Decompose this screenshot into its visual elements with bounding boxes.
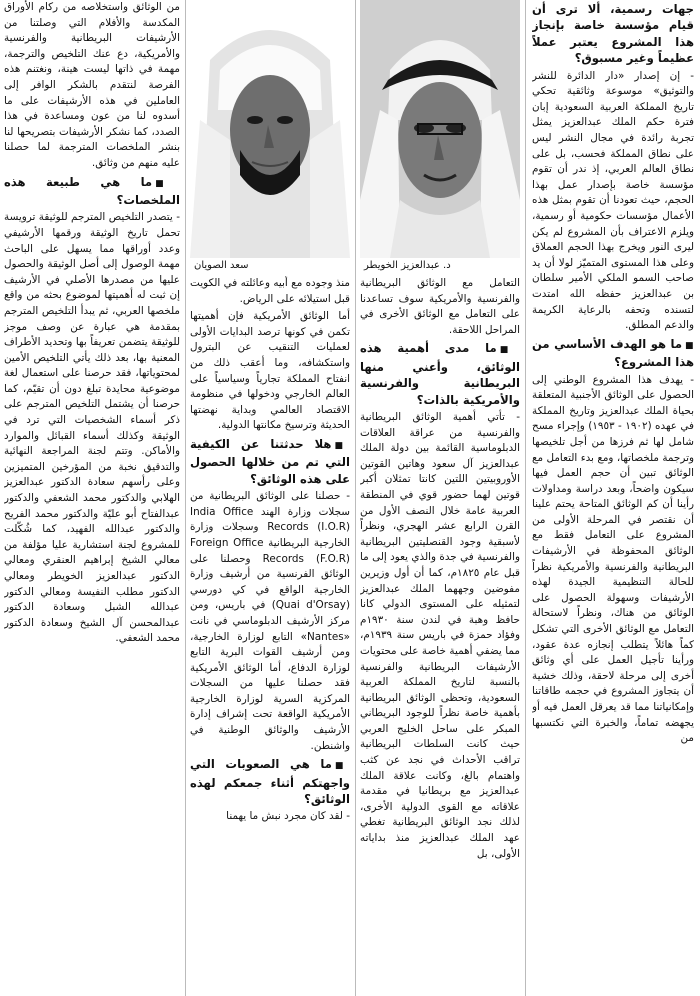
interview-answer: - يتصدر التلخيص المترجم للوثيقة ترويسة تحمل تاريخ الوثيقة ورقمها الأرشيفي وعدد أوراقها مما يسهل على الباحث مهمة الوصول إلى أصل الوثيقة والحصول عليها من مصدرها الأصلي في الأرشيف إن ثبت له أهميتها لموضوع بحثه من واقع ملخصها العربي، ثم يبدأ التلخيص المترجم بمقدمة هي عبارة عن وصف موجز للوثيقة يتضمن تعريفاً بها وتحديد الأطراف المعنية بها، بعد ذلك يأتي التلخيص الأمين لمحتوياتها، فقد حرصنا على استعمال لغة موضوعية محايدة تبلغ دون أن تقيّم، كما حرصنا أن يشتمل التلخيص المترجم على ذكر أسماء الشخصيات التي ترد في الوثيقة وكذلك أسماء القبائل والموارد والأماكن. وتتم لجنة المراجعة النهائية والتدقيق نخبة من المؤرخين المتميزين وعلى رأسهم سعادة الدكتور عبدالعزيز الهلابي والدكتور محمد الشعفي والدكتور عبدالفتاح أبو عليّة والدكتور محمد الفريح والدكتور عبدالله الفهيد، كما شُكّلت للمشروع لجنة استشارية عليا مؤلفة من معالي الشيخ إبراهيم العنقري ومعالي الدكتور عبدالعزيز الخويطر ومعالي الدكتور مطلب النفيسة ومعالي الدكتور عبدالله الشبل وسعادة الدكتور عبدالمحسن آل الشيخ وسعادة الدكتور محمد الشعفي. [4,211,180,645]
article-column-2 [360,276,520,996]
square-bullet-icon: ■ [499,345,520,356]
interview-answer: - تأتي أهمية الوثائق البريطانية والفرنسية من عراقة العلاقات الدبلوماسية القائمة بين دولة الملك عبدالعزيز آل سعود وهاتين القوتين الأوروبيتين اللتين كانتا تمثلان أكبر قوتين لهما حضور قوي في المنطقة العربية عامة خلال النصف الأول من القرن الرابع عشر الهجري، ونظراً لأسبقية وجود القنصليتين البريطانية والفرنسية في جدة والذي يعود إلى ما قبل عام ١٨٢٥م، كما أن أول وزيرين مفوضين وجههما الملك عبدالعزيز لتمثيله على المستوى الدولي كانا حافظ وهبة في لندن سنة ١٩٣٠م وفؤاد حمزة في باريس سنة ١٩٣٩م، مما يضفي أهمية خاصة على محتويات الأرشيفات البريطانية والفرنسية بالنسبة لتاريخ المملكة العربية السعودية، وتحظى الوثائق البريطانية بأهمية خاصة نظراً للوجود البريطاني المبكر على ساحل الخليج العربي حيث كانت السلطات البريطانية تراقب الأحداث في نجد عن كثب واهتمام بالغ، وكانت علاقة الملك عبدالعزيز مع بريطانيا في مقدمة علاقاته مع القوى الدولية الأخرى، لذلك نجد الوثائق البريطانية تغطي عهد الملك عبدالعزيز منذ بداياته الأولى، بل [360,411,520,860]
interview-question: ■ما مدى أهمية هذه الوثائق، وأعني منها البريطانية والفرنسية والأمريكية بالذات؟ [360,341,520,407]
photo-caption: سعد الصويان [194,260,249,271]
portrait-photo-suwayan [190,0,350,258]
interview-answer: منذ وجوده مع أبيه وعائلته في الكويت قبل استيلائه على الرياض. [190,277,350,305]
photo-caption: د. عبدالعزيز الخويطر [364,260,451,271]
column-divider [525,0,526,996]
interview-answer: - إن إصدار «دار الدائرة للنشر والتوثيق» موسوعة وثائقية تحكي تاريخ المملكة العربية السعودية إبان فترة حكم الملك عبدالعزيز يمثل تجربة رائدة في مجال النشر ليس على نطاق المملكة فحسب، بل على نطاق العالم العربي، إذ ندر أن تقوم مؤسسة خاصة بإصدار عمل بهذا الحجم، حيث تعودنا أن تقوم بمثل هذه الأعمال مؤسسات حكومية أو رسمية، ويلزم الاعتراف بأن المشروع لم يكن ليرى النور ويخرج بهذا الحجم العملاق وعلى هذا المستوى المتميّز لولا أن يد صاحب السمو الملكي الأمير سلطان بن عبدالعزيز حفظه الله امتدت لتسنده وتحفه بالرعاية الكريمة والدعم المطلق. [532,69,694,332]
article-column-1 [532,0,694,996]
column-divider [355,0,356,996]
square-bullet-icon: ■ [334,761,350,772]
square-bullet-icon: ■ [334,440,350,451]
interview-question: ■ما هي الصعوبات التي واجهتكم أثناء جمعكم لهذه الوثائق؟ [190,757,350,807]
interview-answer: - لقد كان مجرد نبش ما يهمنا [226,810,350,823]
square-bullet-icon: ■ [685,340,694,351]
square-bullet-icon: ■ [155,178,180,189]
interview-answer: من الوثائق واستخلاصه من ركام الأوراق المكدسة والأفلام التي وصلتنا من الأرشيفات البريطانية والفرنسية والأمريكية، دع عنك التلخيص والترجمة، مهمة في ذاتها ليست هينة، ونغتنم هذه الفرصة لنتقدم بالشكر الوافر إلى العاملين في هذه الأرشيفات على ما أسدوه لنا من عون ومساعدة في هذا الصدد، كما نشكر الأرشيفات بتصريحها لنا بنشر الملخصات المترجمة لما حصلنا عليه منهم من وثائق. [4,1,180,169]
interview-answer: أما الوثائق الأمريكية فإن أهميتها تكمن في كونها ترصد البدايات الأولى لعمليات التنقيب عن البترول واستكشافه، وما أعقب ذلك من انفتاح المملكة تجارياً وسياسياً على العالم الخارجي ودخولها في منظومة الاقتصاد العالمي وبداية نهضتها الحديثة وترسيخ مكانتها الدولية. [190,310,350,432]
article-column-4 [4,0,180,996]
interview-question: جهات رسمية، ألا ترى أن قيام مؤسسة خاصة بإنجاز هذا المشروع يعتبر عملاً عظيماً وغير مسبوق؟ [532,2,694,66]
interview-question: ■هلا حدثتنا عن الكيفية التي تم من خلالها الحصول على هذه الوثائق؟ [190,436,350,486]
interview-question: ■ما هي طبيعة هذه الملخصات؟ [4,174,180,207]
interview-answer: التعامل مع الوثائق البريطانية والفرنسية والأمريكية سوف تساعدنا على التعامل مع الوثائق الأخرى في المراحل اللاحقة. [360,277,520,336]
interview-answer: - يهدف هذا المشروع الوطني إلى الحصول على الوثائق الأجنبية المتعلقة بحياة الملك عبدالعزيز وتاريخ المملكة في عهده (١٩٠٢ - ١٩٥٣) وإجراء مسح شامل لها ثم فرزها من أجل تلخيصها وترجمة ملخصاتها، ومع بدء التعامل مع الوثائق تبين أن حجم العمل فيها سيكون واضحاً، وبعد دراسة ومداولات رأينا أن كم الوثائق المتاحة يحتم علينا أن نقتصر في المرحلة الأولى من المشروع على التعامل فقط مع الوثائق المحفوظة في الأرشيفات البريطانية والفرنسية والأمريكية نظراً للحالة التنظيمية الجيدة لهذه الأرشيفات وسهولة الحصول على الوثائق من هناك، ونظراً لاستحالة التعامل مع الوثائق الأخرى التي تشكل كماً هائلاً يتطلب إنجازه عدة عقود، ورأينا تأجيل العمل على أي وثائق أخرى إلى مرحلة لاحقة، وذلك خشية أن يتجاوز المشروع في حجمه طاقاتنا وإمكانياتنا مما قد يعرقل العمل فيه أو يجهضه تماماً، والخبرة التي نكتسبها من [532,373,694,745]
article-column-3 [190,276,350,996]
interview-answer: - حصلنا على الوثائق البريطانية من سجلات وزارة الهند India Office Records (I.O.R) وسجلات وزارة الخارجية البريطانية Foreign Office Records (F.O.R) وحصلنا على الوثائق الفرنسية من أرشيف وزارة الخارجية الواقع في كي دورسي (Quai d'Orsay) في باريس، ومن مركز الأرشيف الدبلوماسي في نانت «Nantes» التابع لوزارة الخارجية، ومن أرشيف القوات البرية التابع لوزارة الدفاع، أما الوثائق الأمريكية فقد حصلنا عليها من السجلات المركزية السرية لوزارة الخارجية الأمريكية الواقعة تحت إشراف إدارة الأرشيف والوثائق الوطنية في واشنطن. [190,490,350,752]
portrait-photo-khuwaiter [360,0,520,258]
column-divider [185,0,186,996]
interview-question: ■ما هو الهدف الأساسي من هذا المشروع؟ [532,336,694,370]
